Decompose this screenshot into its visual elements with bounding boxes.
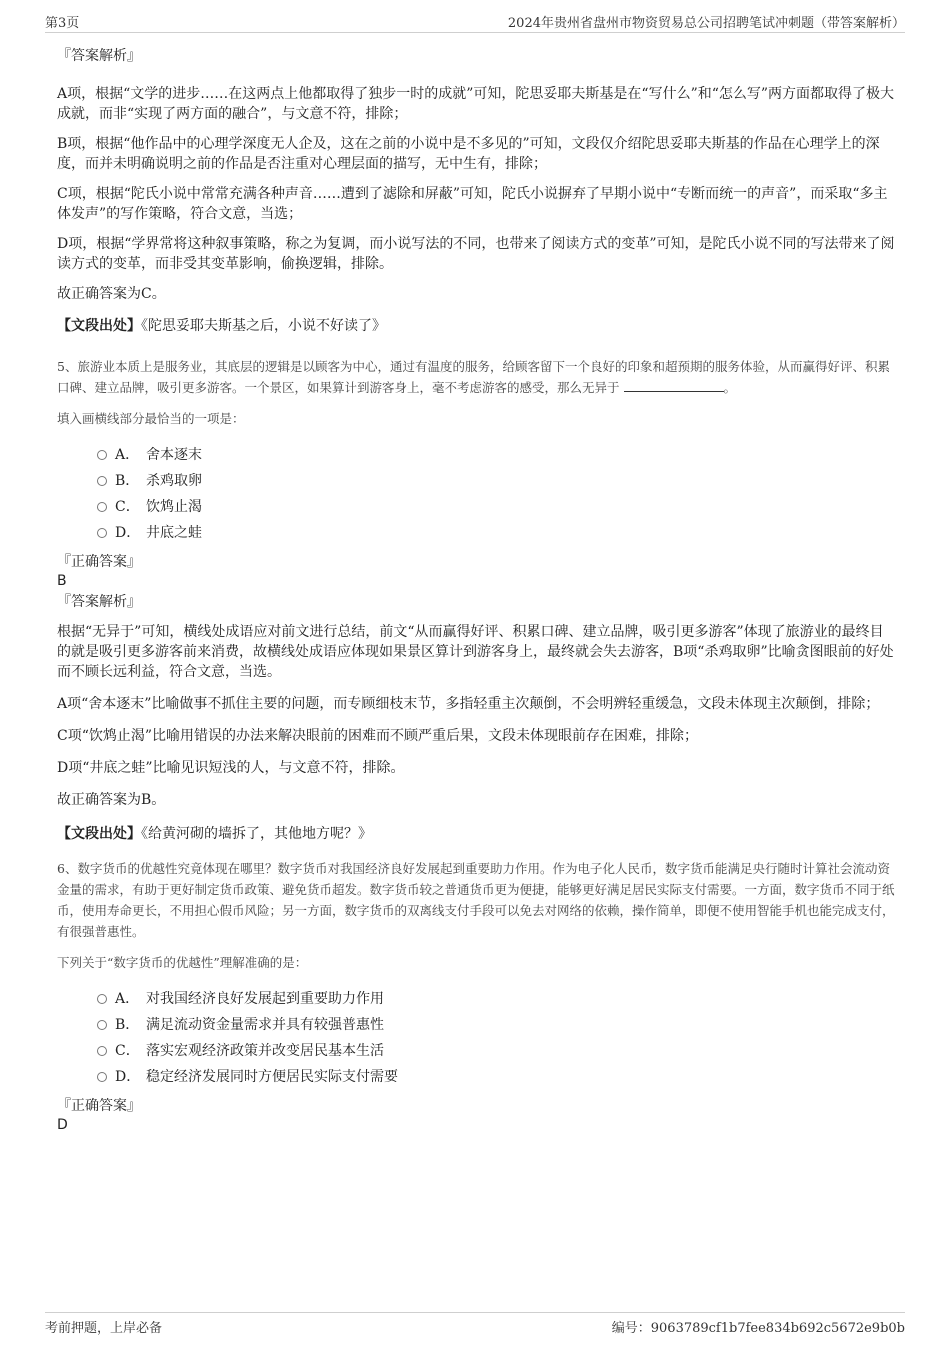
analysis-main: 根据“无异于”可知，横线处成语应对前文进行总结，前文“从而赢得好评、积累口碑、建立品牌，吸引更多游客”体现了旅游业的最终目的就是吸引更多游客前来消费，故横线处成语应体现如果景区算计到游客身上，最终就会失去游客，B项“杀鸡取卵”比喻贪图眼前的好处而不顾长远利益，符合文意，当选。 (57, 624, 894, 680)
option-d[interactable] (97, 1064, 897, 1090)
analysis-option-d: D项，根据“学界常将这种叙事策略，称之为复调，而小说写法的不同，也带来了阅读方式的变革”可知，是陀氏小说不同的写法带来了阅读方式的变革，而非受其变革影响，偷换逻辑，排除。 (57, 236, 895, 272)
option-a[interactable] (97, 986, 897, 1012)
option-text: 稳定经济发展同时方便居民实际支付需要 (146, 1069, 398, 1085)
source-title: 《给黄河砌的墙拆了，其他地方呢？》 (141, 826, 372, 842)
radio-icon[interactable] (97, 528, 107, 538)
correct-answer-label: 『正确答案』 (57, 554, 141, 570)
option-a[interactable] (97, 442, 897, 468)
page-content (57, 44, 897, 1134)
option-letter: B． (115, 473, 140, 489)
option-text: 落实宏观经济政策并改变居民基本生活 (146, 1043, 384, 1059)
option-letter: D． (115, 1069, 141, 1085)
analysis-option-a: A项，根据“文学的进步……在这两点上他都取得了独步一时的成就”可知，陀思妥耶夫斯基是在“写什么”和“怎么写”两方面都取得了极大成就，而非“实现了两方面的融合”，与文意不符，排除； (57, 86, 895, 122)
analysis-option-c: C项“饮鸩止渴”比喻用错误的办法来解决眼前的困难而不顾严重后果，文段未体现眼前存在困难，排除； (57, 728, 699, 744)
option-b[interactable] (97, 468, 897, 494)
question-5 (57, 356, 897, 398)
analysis-option-a: A项“舍本逐末”比喻做事不抓住主要的问题，而专顾细枝末节，多指轻重主次颠倒，不会明辨轻重缓急，文段未体现主次颠倒，排除； (57, 696, 880, 712)
correct-answer-label: 『正确答案』 (57, 1098, 141, 1114)
question-5-options (57, 442, 897, 546)
document-id: 编号：9063789cf1b7fee834b692c5672e9b0b (611, 1321, 905, 1336)
analysis-option-c: C项，根据“陀氏小说中常常充满各种声音……遭到了滤除和屏蔽”可知，陀氏小说摒弃了早期小说中“专断而统一的声音”，而采取“多主体发声”的写作策略，符合文意，当选； (57, 186, 888, 222)
option-text: 舍本逐末 (146, 447, 202, 463)
document-title: 2024年贵州省盘州市物资贸易总公司招聘笔试冲刺题（带答案解析） (507, 16, 905, 31)
option-letter: D． (115, 525, 141, 541)
source-line (57, 316, 897, 336)
source-line (57, 824, 897, 844)
radio-icon[interactable] (97, 1046, 107, 1056)
page-number: 第3页 (45, 16, 80, 31)
question-5-prompt: 填入画横线部分最恰当的一项是： (57, 411, 245, 426)
question-6-prompt: 下列关于“数字货币的优越性”理解准确的是： (57, 955, 308, 970)
option-c[interactable] (97, 494, 897, 520)
analysis-option-b: B项，根据“他作品中的心理学深度无人企及，这在之前的小说中是不多见的”可知，文段仅介绍陀思妥耶夫斯基的作品在心理学上的深度，而并未明确说明之前的作品是否注重对心理层面的描写，无中生有，排除； (57, 136, 880, 172)
option-letter: C． (115, 1043, 140, 1059)
radio-icon[interactable] (97, 476, 107, 486)
analysis-conclusion: 故正确答案为C。 (57, 286, 166, 302)
option-b[interactable] (97, 1012, 897, 1038)
correct-answer: D (57, 1117, 68, 1133)
option-letter: C． (115, 499, 140, 515)
option-letter: B． (115, 1017, 140, 1033)
correct-answer: B (57, 573, 67, 589)
analysis-option-d: D项“井底之蛙”比喻见识短浅的人，与文意不符，排除。 (57, 760, 405, 776)
option-text: 对我国经济良好发展起到重要助力作用 (146, 991, 384, 1007)
option-d[interactable] (97, 520, 897, 546)
radio-icon[interactable] (97, 1020, 107, 1030)
option-letter: A． (115, 991, 140, 1007)
source-label: 【文段出处】 (57, 318, 141, 334)
radio-icon[interactable] (97, 994, 107, 1004)
analysis-label: 『答案解析』 (57, 48, 141, 64)
question-5-end: 。 (723, 380, 737, 395)
analysis-label: 『答案解析』 (57, 594, 141, 610)
question-5-text: 5、旅游业本质上是服务业，其底层的逻辑是以顾客为中心，通过有温度的服务，给顾客留下一个良好的印象和超预期的服务体验，从而赢得好评、积累口碑、建立品牌，吸引更多游客。一个景区，如果算计到游客身上，毫不考虑游客的感受，那么无异于 (57, 359, 890, 395)
option-letter: A． (115, 447, 140, 463)
option-text: 饮鸩止渴 (146, 499, 202, 515)
source-title: 《陀思妥耶夫斯基之后，小说不好读了》 (141, 318, 386, 334)
radio-icon[interactable] (97, 1072, 107, 1082)
analysis-conclusion: 故正确答案为B。 (57, 792, 166, 808)
page-footer (45, 1312, 905, 1339)
question-6-options (57, 986, 897, 1090)
option-c[interactable] (97, 1038, 897, 1064)
option-text: 井底之蛙 (146, 525, 202, 541)
page-header (45, 12, 905, 33)
option-text: 杀鸡取卵 (146, 473, 202, 489)
option-text: 满足流动资金量需求并具有较强普惠性 (146, 1017, 384, 1033)
radio-icon[interactable] (97, 450, 107, 460)
question-6: 6、数字货币的优越性究竟体现在哪里？数字货币对我国经济良好发展起到重要助力作用。作为电子化人民币，数字货币能满足央行随时计算社会流动资金量的需求，有助于更好制定货币政策、避免货币超发。数字货币较之普通货币更为便捷，能够更好满足居民实际支付需要。一方面，数字货币不同于纸币，使用寿命更长，不用担心假币风险；另一方面，数字货币的双离线支付手段可以免去对网络的依赖，操作简单，即便不使用智能手机也能完成支付，有很强普惠性。 (57, 861, 895, 939)
source-label: 【文段出处】 (57, 826, 141, 842)
footer-slogan: 考前押题，上岸必备 (45, 1321, 163, 1336)
radio-icon[interactable] (97, 502, 107, 512)
fill-blank (624, 379, 724, 392)
